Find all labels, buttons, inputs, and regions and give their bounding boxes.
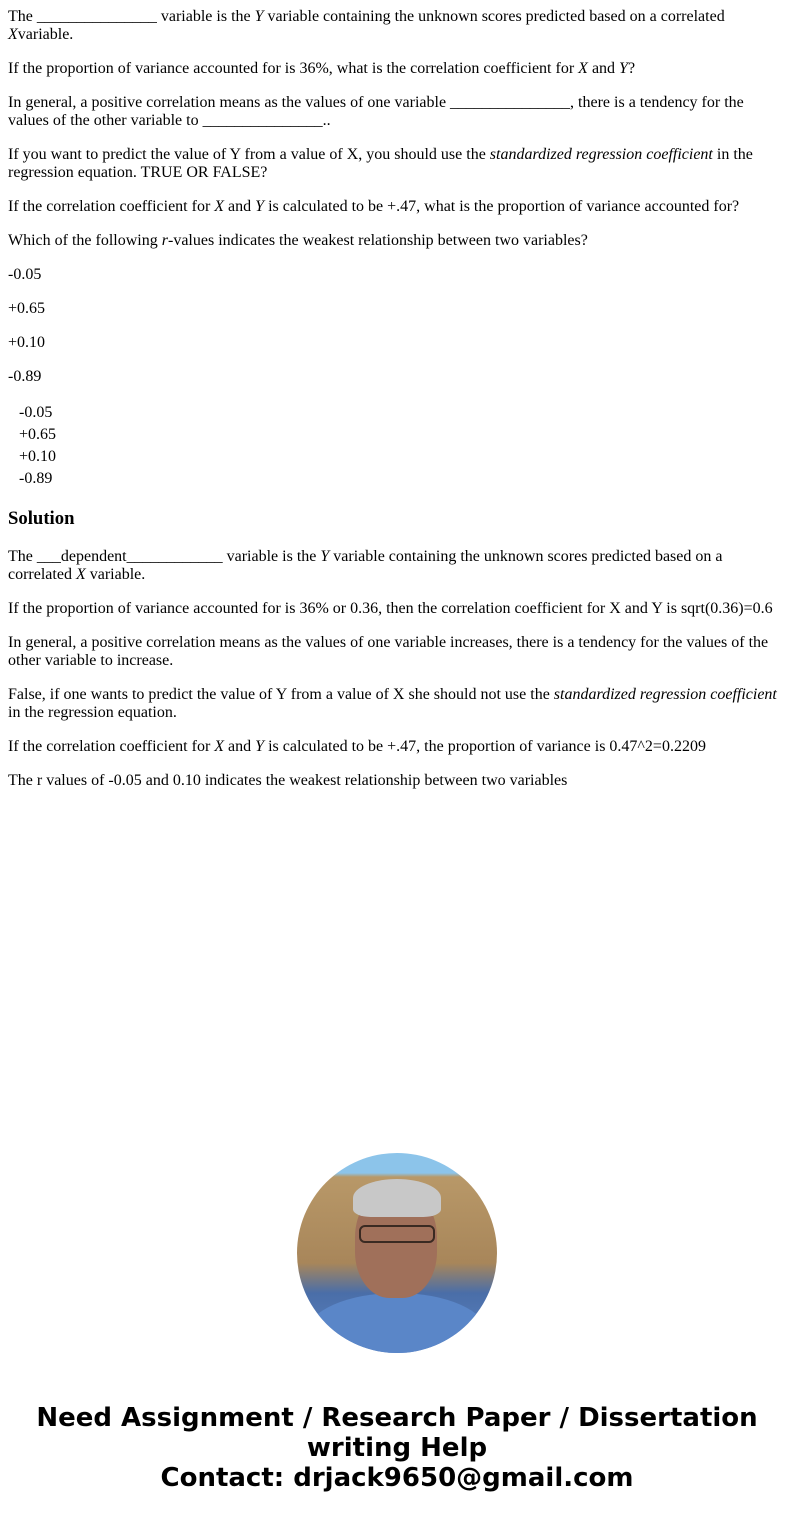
answer-3: In general, a positive correlation means as the values of one variable increases, there is a tendency for the values of the other variable to increase. — [8, 634, 769, 669]
text: If the proportion of variance accounted for is 36%, what is the correlation coefficient for — [8, 60, 579, 77]
text: The — [8, 8, 37, 25]
var-x: X — [75, 566, 86, 583]
text: variable. — [17, 26, 74, 43]
text: variable. — [85, 566, 146, 583]
text: variable is the — [156, 8, 255, 25]
var-x: X — [8, 26, 18, 43]
option-item: +0.65 — [19, 426, 57, 443]
text: -values indicates the weakest relationship between two variables? — [167, 232, 588, 249]
option-item: -0.89 — [19, 470, 53, 487]
var-y: Y — [254, 8, 264, 25]
solution-heading: Solution — [8, 508, 75, 529]
text: in the regression equation. — [8, 704, 177, 721]
text: and — [587, 60, 620, 77]
shirt — [307, 1293, 487, 1353]
question-5 — [8, 198, 786, 216]
text: and — [224, 198, 256, 215]
var-y: Y — [320, 548, 330, 565]
answer-4 — [8, 686, 786, 722]
text: .. — [322, 112, 331, 129]
text: Which of the following — [8, 232, 162, 249]
text: in the regression equation. TRUE OR FALSE? — [8, 146, 753, 181]
option-paragraph: -0.05 — [8, 266, 42, 283]
text: , there is a tendency for the values of the other variable to — [8, 94, 744, 129]
text: If the correlation coefficient for — [8, 738, 215, 755]
glasses-icon — [359, 1225, 435, 1243]
emphasis: standardized regression coefficient — [489, 146, 713, 163]
emphasis: standardized regression coefficient — [553, 686, 777, 703]
var-x: X — [578, 60, 588, 77]
tutor-photo — [297, 1153, 497, 1353]
var-y: Y — [255, 738, 265, 755]
contact-banner — [0, 1403, 794, 1493]
text: The ___dependent____________ variable is the — [8, 548, 321, 565]
answer-2: If the proportion of variance accounted for is 36% or 0.36, then the correlation coefficient for X and Y is sqrt(0.36)=0.6 — [8, 600, 773, 617]
question-1 — [8, 8, 786, 44]
options-list — [8, 402, 786, 490]
option-paragraph: +0.65 — [8, 300, 46, 317]
blank: _______________ — [202, 112, 323, 129]
hair — [353, 1179, 441, 1217]
footer-contact: Contact: drjack9650@gmail.com — [160, 1463, 634, 1493]
var-r: r — [161, 232, 168, 249]
text: In general, a positive correlation means as the values of one variable — [8, 94, 451, 111]
option-paragraph: +0.10 — [8, 334, 46, 351]
var-y: Y — [255, 198, 265, 215]
var-x: X — [214, 198, 225, 215]
question-6 — [8, 232, 786, 250]
text: variable containing the unknown scores predicted based on a correlated — [263, 8, 725, 25]
text: is calculated to be +.47, what is the proportion of variance accounted for? — [264, 198, 740, 215]
var-y: Y — [619, 60, 628, 77]
text: ? — [627, 60, 636, 77]
question-2 — [8, 60, 786, 78]
question-4 — [8, 146, 786, 182]
answer-1 — [8, 548, 786, 584]
footer-line-2: writing Help — [306, 1433, 488, 1463]
option-paragraph: -0.89 — [8, 368, 42, 385]
option-item: -0.05 — [19, 404, 53, 421]
text: and — [224, 738, 256, 755]
answer-5 — [8, 738, 786, 756]
option-item: +0.10 — [19, 448, 57, 465]
question-3 — [8, 94, 786, 130]
blank: _______________ — [450, 94, 571, 111]
footer-line-1: Need Assignment / Research Paper / Dissertation — [36, 1403, 758, 1433]
text: is calculated to be +.47, the proportion of variance is 0.47^2=0.2209 — [264, 738, 706, 755]
var-x: X — [214, 738, 225, 755]
text: If you want to predict the value of Y from a value of X, you should use the — [8, 146, 490, 163]
answer-6: The r values of -0.05 and 0.10 indicates the weakest relationship between two variables — [8, 772, 568, 789]
text: False, if one wants to predict the value of Y from a value of X she should not use the — [8, 686, 554, 703]
text: variable containing the unknown scores predicted based on a correlated — [8, 548, 723, 583]
text: If the correlation coefficient for — [8, 198, 215, 215]
blank: _______________ — [36, 8, 157, 25]
